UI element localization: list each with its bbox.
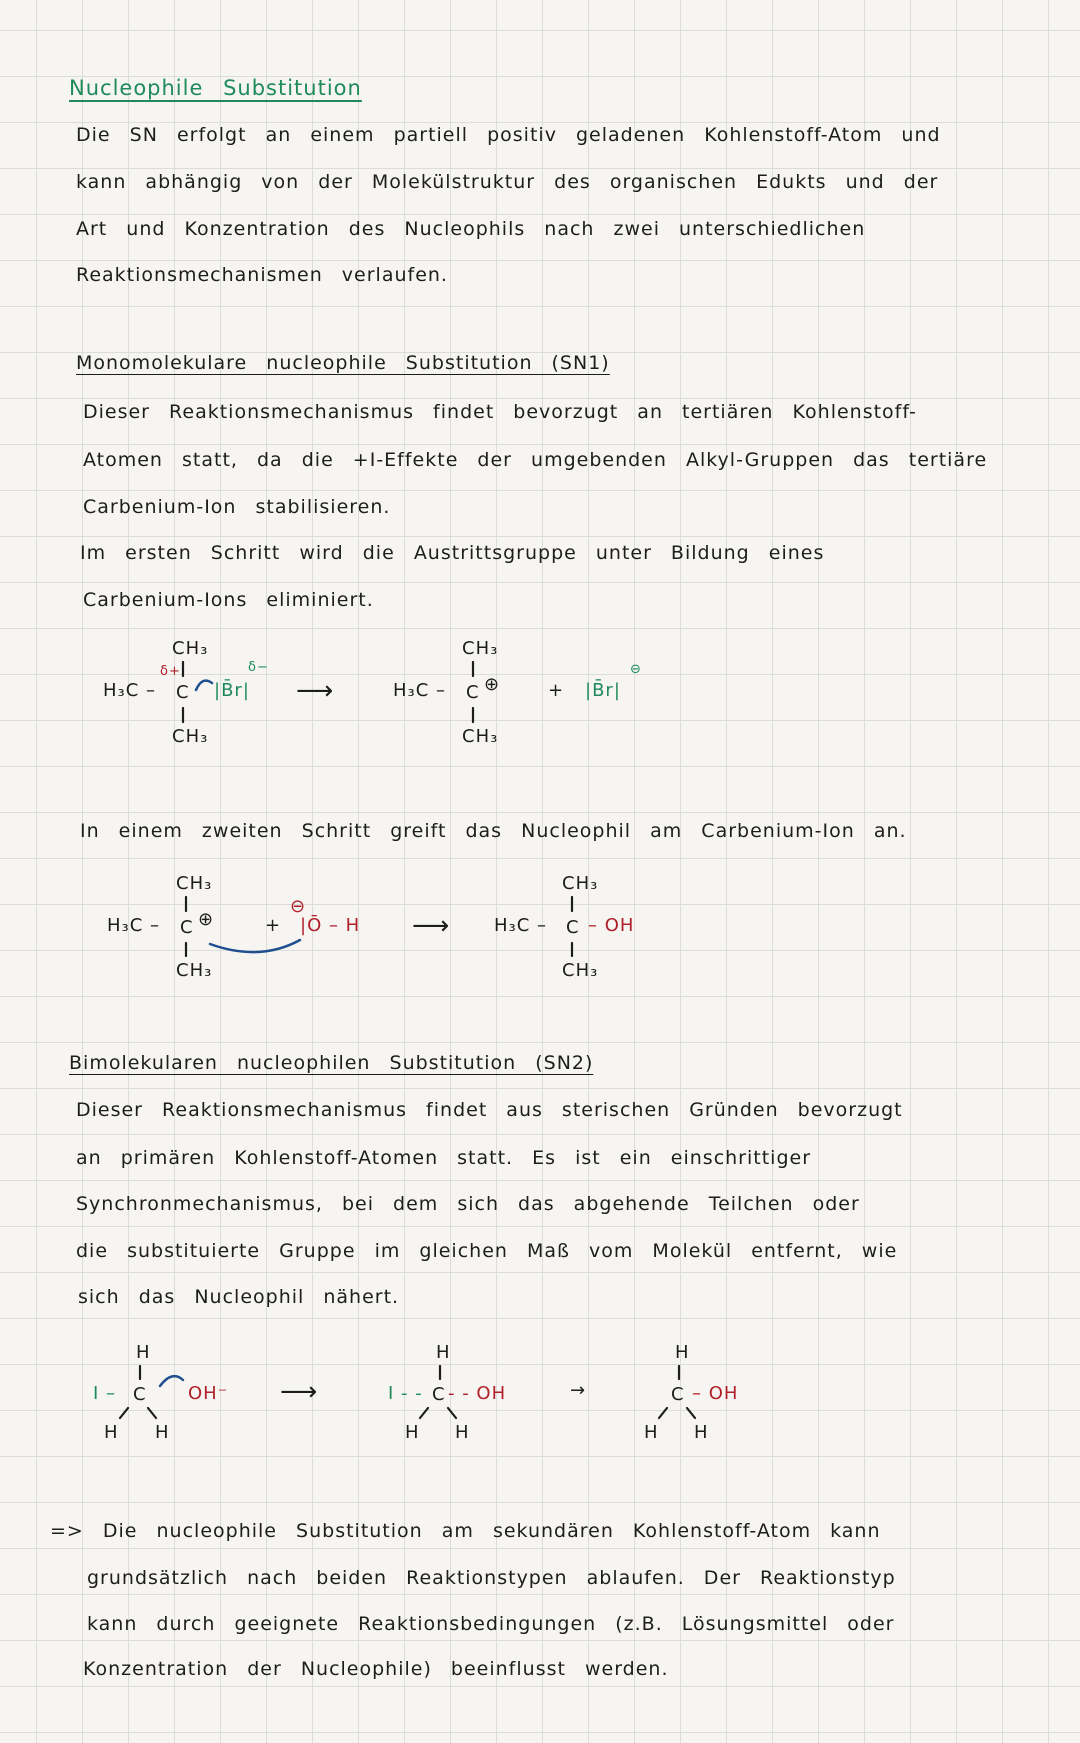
- carbon-label: C: [671, 1384, 685, 1405]
- hydroxide-label: |Ō – H: [300, 915, 361, 936]
- h-label: H: [104, 1422, 119, 1443]
- nucleophile-attack-arrow: [210, 940, 300, 952]
- carbon-label: C: [566, 917, 580, 938]
- oh-group: – OH: [692, 1383, 739, 1404]
- reaction-arrow: ⟶: [296, 676, 335, 706]
- reaction-arrow: ⟶: [280, 1377, 319, 1407]
- sn1-heading: Monomolekulare nucleophile Substitution (SN1): [76, 352, 610, 374]
- oh-group: - - OH: [448, 1383, 507, 1404]
- h-label: H: [675, 1342, 690, 1363]
- conclusion-line: kann durch geeignete Reaktionsbedingungen (z.B. Lösungsmittel oder: [87, 1613, 895, 1635]
- ch3-label: CH₃: [462, 638, 499, 659]
- carbon-label: C: [176, 682, 190, 703]
- sn2-line: Synchronmechanismus, bei dem sich das abgehende Teilchen oder: [76, 1193, 860, 1215]
- positive-charge: ⊕: [484, 674, 501, 695]
- ch3-label: CH₃: [562, 960, 599, 981]
- sn2-line: sich das Nucleophil nähert.: [78, 1286, 400, 1308]
- plus-sign: +: [265, 915, 282, 936]
- intro-line: Reaktionsmechanismen verlaufen.: [76, 264, 448, 286]
- bromine-label: |B̄r|: [214, 680, 250, 701]
- ch3-label: CH₃: [462, 726, 499, 747]
- hydroxide-label: OH⁻: [188, 1383, 229, 1404]
- oh-group: – OH: [588, 915, 635, 936]
- h-label: H: [136, 1342, 151, 1363]
- intro-line: Art und Konzentration des Nucleophils nach zwei unterschiedlichen: [76, 218, 866, 240]
- reaction-arrow: ⟶: [412, 911, 451, 941]
- ch3-label: CH₃: [172, 726, 209, 747]
- h3c-label: H₃C –: [393, 680, 447, 701]
- iodine-label: I –: [93, 1383, 117, 1404]
- ch3-label: CH₃: [172, 638, 209, 659]
- h3c-label: H₃C –: [103, 680, 157, 701]
- sn1-step2-text: In einem zweiten Schritt greift das Nucleophil am Carbenium-Ion an.: [80, 820, 907, 842]
- positive-charge: ⊕: [198, 909, 215, 930]
- conclusion-line: Konzentration der Nucleophile) beeinflusst werden.: [83, 1658, 669, 1680]
- h-label: H: [155, 1422, 170, 1443]
- bromide-label: |B̄r|: [585, 680, 621, 701]
- page-title: Nucleophile Substitution: [69, 76, 362, 100]
- nucleophile-attack-arrow: [160, 1376, 183, 1386]
- negative-charge: ⊖: [290, 896, 307, 917]
- h-label: H: [405, 1422, 420, 1443]
- sn1-line: Carbenium-Ions eliminiert.: [83, 589, 374, 611]
- intro-line: Die SN erfolgt an einem partiell positiv geladenen Kohlenstoff-Atom und: [76, 124, 941, 146]
- h-label: H: [694, 1422, 709, 1443]
- negative-charge: ⊖: [630, 662, 642, 677]
- delta-minus: δ−: [248, 660, 269, 675]
- conclusion-line: => Die nucleophile Substitution am sekundären Kohlenstoff-Atom kann: [50, 1520, 881, 1542]
- sn1-line: Im ersten Schritt wird die Austrittsgruppe unter Bildung eines: [80, 542, 825, 564]
- conclusion-line: grundsätzlich nach beiden Reaktionstypen ablaufen. Der Reaktionstyp: [87, 1567, 896, 1589]
- carbon-label: C: [432, 1384, 446, 1405]
- delta-plus: δ+: [160, 664, 181, 679]
- reaction-arrow: →: [570, 1380, 587, 1401]
- ch3-label: CH₃: [176, 960, 213, 981]
- sn2-line: die substituierte Gruppe im gleichen Maß vom Molekül entfernt, wie: [76, 1240, 898, 1262]
- h3c-label: H₃C –: [107, 915, 161, 936]
- sn2-heading: Bimolekularen nucleophilen Substitution (SN2): [69, 1052, 594, 1074]
- carbon-label: C: [466, 682, 480, 703]
- sn1-line: Carbenium-Ion stabilisieren.: [83, 496, 391, 518]
- ch3-label: CH₃: [176, 873, 213, 894]
- ch3-label: CH₃: [562, 873, 599, 894]
- plus-sign: +: [548, 680, 565, 701]
- electron-shift-arrow: [196, 681, 212, 690]
- h-label: H: [436, 1342, 451, 1363]
- h-label: H: [455, 1422, 470, 1443]
- carbon-label: C: [180, 917, 194, 938]
- intro-line: kann abhängig von der Molekülstruktur des organischen Edukts und der: [76, 171, 939, 193]
- h-label: H: [644, 1422, 659, 1443]
- sn1-line: Atomen statt, da die +I-Effekte der umgebenden Alkyl-Gruppen das tertiäre: [83, 449, 988, 471]
- sn2-line: Dieser Reaktionsmechanismus findet aus sterischen Gründen bevorzugt: [76, 1099, 903, 1121]
- sn1-line: Dieser Reaktionsmechanismus findet bevorzugt an tertiären Kohlenstoff-: [83, 401, 917, 423]
- iodine-label: I - -: [388, 1383, 423, 1404]
- carbon-label: C: [133, 1384, 147, 1405]
- sn2-line: an primären Kohlenstoff-Atomen statt. Es ist ein einschrittiger: [76, 1147, 812, 1169]
- h3c-label: H₃C –: [494, 915, 548, 936]
